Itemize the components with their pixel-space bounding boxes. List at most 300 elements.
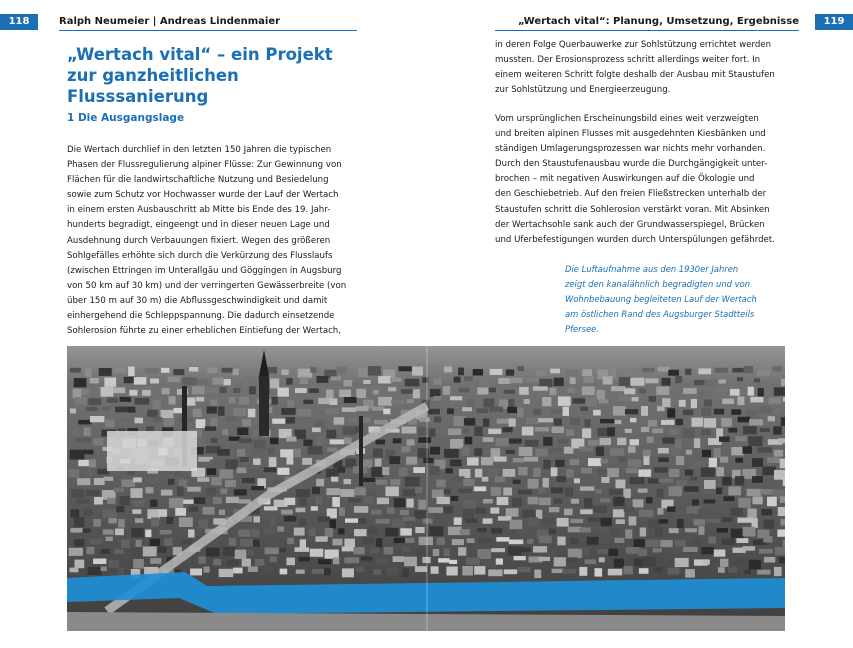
rooftop [491, 548, 505, 552]
rooftop [242, 419, 251, 426]
rooftop [752, 518, 758, 528]
rooftop [719, 437, 730, 442]
rooftop [557, 537, 565, 546]
rooftop [535, 427, 549, 431]
rooftop [709, 458, 717, 468]
rooftop [430, 466, 440, 475]
rooftop [286, 558, 295, 566]
rooftop [558, 439, 569, 444]
rooftop [128, 407, 136, 413]
rooftop [735, 476, 744, 485]
rooftop [437, 497, 450, 504]
rooftop [136, 540, 142, 548]
rooftop [187, 487, 201, 492]
rooftop [238, 499, 251, 503]
rooftop [704, 379, 717, 387]
article-title: „Wertach vital“ – ein Projekt zur ganzheitlichen Flusssanierung [67, 45, 333, 106]
rooftop [70, 450, 85, 460]
rooftop [272, 419, 285, 424]
rooftop [533, 468, 541, 477]
rooftop [120, 496, 130, 505]
rooftop [732, 368, 743, 373]
rooftop [145, 530, 151, 538]
rooftop [194, 497, 206, 504]
rooftop [129, 390, 137, 396]
rooftop [354, 529, 367, 536]
rooftop [624, 368, 637, 377]
rooftop [513, 480, 521, 484]
rooftop [458, 388, 470, 393]
factory-hall [107, 431, 197, 471]
rooftop [639, 389, 646, 394]
text-line: Durch den Staustufenausbau wurde die Durchgängigkeit unter- [495, 159, 768, 170]
rooftop [463, 509, 474, 519]
rooftop [506, 508, 519, 517]
rooftop [150, 558, 161, 564]
rooftop [389, 456, 400, 464]
rooftop [134, 377, 147, 385]
rooftop [270, 438, 279, 445]
rooftop [574, 478, 580, 483]
rooftop [551, 467, 558, 476]
rooftop [329, 398, 337, 405]
rooftop [579, 527, 590, 532]
rooftop [284, 498, 295, 505]
rooftop [416, 549, 426, 557]
rooftop [473, 369, 483, 376]
rooftop [607, 468, 619, 477]
rooftop [690, 477, 697, 481]
rooftop [702, 450, 711, 457]
rooftop [555, 460, 564, 467]
rooftop [722, 399, 734, 404]
rooftop [667, 408, 675, 418]
rooftop [658, 457, 669, 462]
rooftop [491, 487, 501, 496]
rooftop [330, 439, 345, 444]
rooftop [491, 448, 501, 457]
rooftop [483, 419, 490, 427]
rooftop [150, 500, 157, 508]
rooftop [509, 439, 522, 444]
page-number-left: 118 [0, 14, 38, 30]
rooftop [767, 497, 777, 507]
rooftop [781, 417, 785, 426]
rooftop [596, 447, 604, 456]
rooftop [584, 498, 592, 507]
rooftop [624, 388, 635, 394]
rooftop [233, 568, 243, 574]
rooftop [86, 407, 97, 411]
rooftop [581, 468, 592, 474]
rooftop [70, 408, 76, 413]
rooftop [773, 426, 781, 434]
rooftop [585, 559, 597, 564]
rooftop [628, 459, 641, 467]
rooftop [738, 498, 751, 508]
rooftop [226, 497, 239, 503]
rooftop [479, 538, 492, 543]
rooftop [643, 450, 651, 457]
rooftop [326, 430, 336, 439]
rooftop [744, 366, 754, 373]
rooftop [415, 487, 422, 493]
rooftop [223, 547, 236, 556]
rooftop [400, 510, 409, 515]
rooftop [613, 497, 624, 506]
rooftop [375, 459, 382, 467]
rooftop [331, 376, 341, 380]
rooftop [579, 567, 587, 576]
rooftop [496, 537, 509, 542]
rooftop [355, 487, 366, 495]
rooftop [720, 559, 728, 567]
rooftop [121, 479, 135, 487]
rooftop [686, 450, 692, 455]
rooftop [671, 448, 682, 456]
rooftop [611, 386, 625, 391]
rooftop [719, 380, 726, 384]
rooftop [662, 378, 671, 386]
rooftop [714, 409, 724, 415]
rooftop [617, 438, 626, 445]
rooftop [84, 427, 91, 436]
rooftop [744, 570, 751, 574]
rooftop [145, 368, 160, 373]
rooftop [192, 386, 205, 394]
rooftop [539, 379, 552, 387]
text-line: Ausdehnung durch Verbauungen fixiert. Wegen des größeren [67, 235, 331, 246]
rooftop [624, 507, 634, 512]
rooftop [704, 400, 712, 407]
text-line: hunderts begradigt, eingeengt und in dieser neuen Lage und [67, 220, 330, 231]
text-line: einhergehend die Schleppspannung. Die dadurch einsetzende [67, 311, 335, 322]
rooftop [101, 387, 114, 397]
rooftop [429, 429, 436, 437]
rooftop [482, 477, 489, 482]
rooftop [229, 538, 236, 546]
rooftop [634, 539, 645, 547]
rooftop [339, 390, 351, 398]
rooftop [536, 370, 546, 376]
rooftop [539, 557, 550, 561]
text-line: Phasen der Flussregulierung alpiner Flüsse: Zur Gewinnung von [67, 160, 342, 171]
rooftop [582, 369, 592, 376]
rooftop [757, 370, 770, 377]
rooftop [151, 517, 159, 526]
rooftop [406, 499, 413, 508]
rooftop [565, 488, 573, 497]
text-line: über 150 m auf 30 m) die Abflussgeschwindigkeit und damit [67, 295, 328, 306]
rooftop [685, 569, 695, 578]
rooftop [239, 397, 249, 405]
rooftop [339, 508, 345, 516]
rooftop [522, 510, 537, 518]
rooftop [783, 397, 785, 402]
rooftop [614, 538, 624, 543]
rooftop [675, 419, 683, 426]
rooftop [669, 469, 679, 477]
rooftop [649, 396, 656, 402]
rooftop [430, 447, 440, 455]
rooftop [758, 388, 764, 397]
rooftop [161, 410, 174, 418]
rooftop [356, 389, 366, 398]
rooftop [596, 489, 602, 494]
rooftop [143, 547, 157, 557]
rooftop [610, 448, 624, 456]
rooftop [778, 507, 785, 516]
rooftop [702, 489, 715, 494]
rooftop [280, 569, 288, 575]
rooftop [564, 509, 573, 516]
rooftop [458, 547, 466, 556]
rooftop [382, 467, 389, 475]
rooftop [737, 397, 744, 406]
rooftop [539, 536, 552, 543]
rooftop [775, 409, 781, 413]
rooftop [84, 509, 93, 516]
rooftop [646, 497, 653, 503]
rooftop [496, 558, 503, 564]
rooftop [624, 566, 633, 574]
rooftop [90, 378, 99, 383]
rooftop [347, 418, 358, 423]
rooftop [667, 506, 675, 512]
rooftop [543, 437, 552, 446]
rooftop [402, 547, 411, 552]
rooftop [628, 446, 636, 453]
rooftop [318, 516, 330, 522]
rooftop [439, 438, 451, 446]
rooftop [219, 569, 234, 577]
rooftop [625, 409, 638, 414]
rooftop [438, 558, 450, 562]
rooftop [588, 440, 599, 446]
rooftop [743, 446, 752, 454]
rooftop [463, 479, 474, 486]
rooftop [177, 486, 184, 495]
rooftop [133, 500, 144, 507]
rooftop [595, 527, 609, 533]
rooftop [210, 460, 222, 467]
rooftop [618, 397, 631, 401]
rooftop [378, 397, 392, 406]
rooftop [333, 557, 339, 564]
rooftop [464, 376, 473, 381]
rooftop [300, 539, 306, 547]
rooftop [466, 557, 480, 565]
rooftop [295, 388, 307, 393]
rooftop [86, 490, 100, 496]
rooftop [467, 538, 475, 543]
rooftop [393, 556, 405, 562]
rooftop [164, 538, 173, 546]
rooftop [619, 377, 632, 387]
rooftop [312, 487, 320, 494]
rooftop [415, 566, 427, 572]
rooftop [525, 440, 539, 447]
rooftop [533, 546, 547, 552]
rooftop [775, 547, 785, 555]
rooftop [433, 378, 441, 385]
rooftop [747, 489, 762, 496]
rooftop [444, 548, 450, 556]
rooftop [554, 499, 563, 504]
rooftop [287, 538, 294, 544]
rooftop [750, 397, 763, 403]
rooftop [449, 560, 457, 564]
rooftop [704, 418, 717, 428]
rooftop [477, 387, 488, 394]
rooftop [406, 457, 417, 465]
rooftop [507, 407, 517, 413]
rooftop [109, 518, 117, 523]
rooftop [70, 528, 83, 533]
rooftop [588, 458, 601, 466]
rooftop [179, 517, 193, 527]
rooftop [522, 427, 534, 436]
rooftop [517, 408, 523, 418]
rooftop [376, 519, 390, 524]
rooftop [721, 539, 735, 546]
rooftop [371, 467, 383, 477]
page-number-right: 119 [815, 14, 853, 30]
rooftop [280, 548, 286, 552]
rooftop [672, 388, 683, 397]
aerial-photo [67, 346, 785, 631]
rooftop [569, 557, 578, 561]
rooftop [524, 457, 538, 462]
rooftop [394, 538, 405, 543]
rooftop [550, 388, 557, 396]
rooftop [113, 387, 125, 393]
rooftop [683, 410, 694, 416]
rooftop [436, 480, 445, 488]
rooftop [419, 417, 430, 422]
rooftop [432, 489, 445, 498]
rooftop [222, 429, 228, 435]
rooftop [190, 569, 202, 576]
rooftop [420, 478, 430, 486]
rooftop [135, 518, 143, 523]
rooftop [625, 429, 632, 433]
rooftop [334, 417, 345, 425]
rooftop [374, 420, 388, 425]
rooftop [548, 547, 557, 557]
rooftop [528, 479, 539, 489]
rooftop [760, 489, 774, 495]
rooftop [630, 378, 644, 386]
rooftop [227, 560, 238, 566]
rooftop [601, 518, 612, 527]
rooftop [653, 548, 662, 552]
rooftop [189, 506, 198, 511]
rooftop [430, 366, 437, 372]
rooftop [97, 469, 108, 475]
rooftop [344, 438, 352, 444]
rooftop [70, 368, 81, 373]
rooftop [88, 567, 102, 575]
rooftop [344, 557, 359, 563]
rooftop [539, 498, 551, 506]
rooftop [104, 477, 114, 481]
rooftop [342, 407, 356, 412]
rooftop [601, 538, 609, 544]
rooftop [538, 418, 553, 422]
rooftop [205, 426, 216, 431]
rooftop [512, 498, 522, 507]
rooftop [364, 496, 374, 504]
rooftop [239, 438, 252, 443]
rooftop [779, 557, 785, 563]
rooftop [679, 497, 691, 502]
rooftop [652, 429, 663, 434]
rooftop [222, 368, 234, 373]
rooftop [731, 508, 743, 516]
rooftop [338, 467, 345, 473]
rooftop [641, 406, 648, 416]
rooftop [715, 387, 727, 393]
rooftop [113, 368, 125, 373]
rooftop [551, 409, 563, 414]
text-line: Die Wertach durchlief in den letzten 150 Jahren die typischen [67, 145, 332, 155]
rooftop [477, 528, 487, 532]
rooftop [280, 449, 293, 457]
rooftop [645, 378, 658, 383]
rooftop [528, 517, 538, 526]
rooftop [570, 377, 576, 384]
rooftop [71, 489, 84, 498]
rooftop [296, 570, 305, 574]
rooftop [706, 519, 720, 523]
rooftop [474, 486, 486, 491]
rooftop [132, 509, 141, 514]
rooftop [781, 379, 785, 386]
rooftop [611, 528, 619, 535]
rooftop [286, 417, 295, 424]
rooftop [613, 509, 625, 517]
rooftop [150, 539, 160, 546]
rooftop [128, 367, 135, 377]
rooftop [717, 528, 728, 533]
rooftop [433, 518, 444, 524]
rooftop [498, 516, 512, 521]
rooftop [506, 450, 515, 454]
rooftop [102, 407, 111, 411]
rooftop [543, 460, 551, 469]
rooftop [104, 378, 116, 387]
rooftop [481, 457, 493, 465]
rooftop [694, 438, 700, 448]
rooftop [633, 499, 644, 507]
rooftop [444, 489, 451, 494]
rooftop [415, 527, 424, 533]
rooftop [402, 427, 417, 434]
rooftop [428, 507, 443, 513]
rooftop [639, 568, 649, 574]
rooftop [248, 566, 258, 572]
rooftop [582, 428, 591, 438]
rooftop [332, 497, 340, 507]
rooftop [607, 427, 615, 436]
rooftop [616, 519, 625, 524]
rooftop [454, 517, 462, 525]
text-line: einem weiteren Schritt folgte deshalb der Ausbau mit Staustufen [495, 70, 775, 81]
rooftop [444, 367, 452, 373]
rooftop [714, 550, 726, 557]
rooftop [182, 377, 197, 385]
